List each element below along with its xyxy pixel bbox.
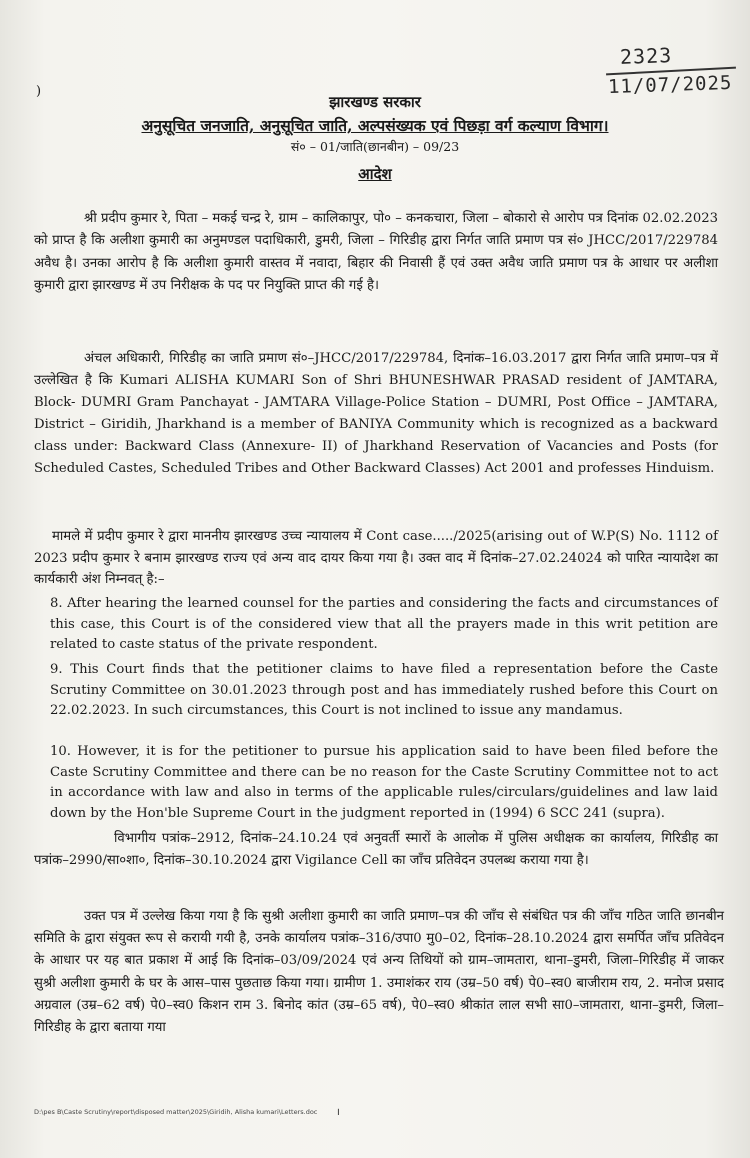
order-title: आदेश bbox=[358, 165, 392, 183]
department-title: अनुसूचित जनजाति, अनुसूचित जाति, अल्पसंख्यक एवं पिछड़ा वर्ग कल्याण विभाग। bbox=[141, 116, 609, 135]
footer-file-path: D:\pes B\Caste Scrutiny\report\disposed matter\2025\Giridih, Alisha kumari\Letters.doc bbox=[34, 1108, 318, 1116]
handwritten-date: 11/07/2025 bbox=[607, 71, 733, 99]
paragraph-court-case: मामले में प्रदीप कुमार रे द्वारा माननीय झारखण्ड उच्च न्यायालय में Cont case...../2025(arising out of W.P(S) No. 1112 of 2023 प्रदीप कुमार रे बनाम झारखण्ड राज्य एवं अन्य वाद दायर किया गया है। उक्त वाद में दिनांक–27.02.24024 को पारित न्यायादेश का कार्यकारी अंश निम्नवत् है:– bbox=[34, 529, 718, 587]
reference-number: सं० – 01/जाति(छानबीन) – 09/23 bbox=[290, 139, 460, 154]
paragraph-vigilance-report: विभागीय पत्रांक–2912, दिनांक–24.10.24 एवं अनुवर्ती स्मारों के आलोक में पुलिस अधीक्षक का कार्यालय, गिरिडीह का पत्रांक–2990/सा०शा०, दिनांक–30.10.2024 द्वारा Vigilance Cell का जाँच प्रतिवेदन उपलब्ध कराया गया है। bbox=[34, 831, 718, 868]
court-quote-9: 9. This Court finds that the petitioner claims to have filed a representation before the Caste Scrutiny Committee on 30.01.2023 through post and has immediately rushed before this Court on 22.02.2023. In such circumstances, this Court is not inclined to issue any mandamus. bbox=[50, 662, 718, 718]
paragraph-complaint: श्री प्रदीप कुमार रे, पिता – मकई चन्द्र रे, ग्राम – कालिकापुर, पो० – कनकचारा, जिला – बोकारो से आरोप पत्र दिनांक 02.02.2023 को प्राप्त है कि अलीशा कुमारी का अनुमण्डल पदाधिकारी, डुमरी, जिला – गिरिडीह द्वारा निर्गत जाति प्रमाण पत्र सं० JHCC/2017/229784 अवैध है। उनका आरोप है कि अलीशा कुमारी वास्तव में नवादा, बिहार की निवासी हैं एवं उक्त अवैध जाति प्रमाण पत्र के आधार पर अलीशा कुमारी द्वारा झारखण्ड में उप निरीक्षक के पद पर नियुक्ति प्राप्त की गई है। bbox=[34, 211, 718, 293]
page-mark: । bbox=[336, 1107, 340, 1118]
handwritten-number: 2323 bbox=[619, 43, 673, 69]
paragraph-inquiry-details: उक्त पत्र में उल्लेख किया गया है कि सुश्री अलीशा कुमारी का जाति प्रमाण–पत्र की जाँच से संबंधित पत्र की जाँच गठित जाति छानबीन समिति के द्वारा संयुक्त रूप से करायी गयी है, उनके कार्यालय पत्रांक–316/उपा0 मु0–02, दिनांक–28.10.2024 द्वारा समर्पित जाँच प्रतिवेदन के आधार पर यह बात प्रकाश में आई कि दिनांक–03/09/2024 एवं अन्य तिथियों को ग्राम–जामतारा, थाना–डुमरी, जिला–गिरिडीह में जाकर सुश्री अलीशा कुमारी के घर के आस–पास पुछताछ किया गया। ग्रामीण 1. उमाशंकर राय (उम्र–50 वर्ष) पे0–स्व0 बाजीराम राय, 2. मनोज प्रसाद अग्रवाल (उम्र–62 वर्ष) पे0–स्व0 किशन राम 3. बिनोद कांत (उम्र–65 वर्ष), पे0–स्व0 श्रीकांत लाल सभी सा0–जामतारा, थाना–डुमरी, जिला–गिरिडीह के द्वारा बताया गया bbox=[34, 909, 724, 1036]
court-quote-10: 10. However, it is for the petitioner to pursue his application said to have been filed before the Caste Scrutiny Committee and there can be no reason for the Caste Scrutiny Committee not to act in accordance with law and also in terms of the applicable rules/circulars/guidelines and law laid down by the Hon'ble Supreme Court in the judgment reported in (1994) 6 SCC 241 (supra). bbox=[50, 744, 718, 821]
court-quote-8: 8. After hearing the learned counsel for the parties and considering the facts and circumstances of this case, this Court is of the considered view that all the prayers made in this writ petition are related to caste status of the private respondent. bbox=[50, 596, 718, 652]
margin-mark: ) bbox=[36, 84, 42, 99]
government-title: झारखण्ड सरकार bbox=[329, 93, 421, 111]
paragraph-certificate: अंचल अधिकारी, गिरिडीह का जाति प्रमाण सं०–JHCC/2017/229784, दिनांक–16.03.2017 द्वारा निर्गत जाति प्रमाण–पत्र में उल्लेखित है कि Kumari ALISHA KUMARI Son of Shri BHUNESHWAR PRASAD resident of JAMTARA, Block- DUMRI Gram Panchayat - JAMTARA Village-Police Station – DUMRI, Post Office – JAMTARA, District – Giridih, Jharkhand is a member of BANIYA Community which is recognized as a backward class under: Backward Class (Annexure- II) of Jharkhand Reservation of Vacancies and Posts (for Scheduled Castes, Scheduled Tribes and Other Backward Classes) Act 2001 and professes Hinduism. bbox=[34, 351, 718, 476]
